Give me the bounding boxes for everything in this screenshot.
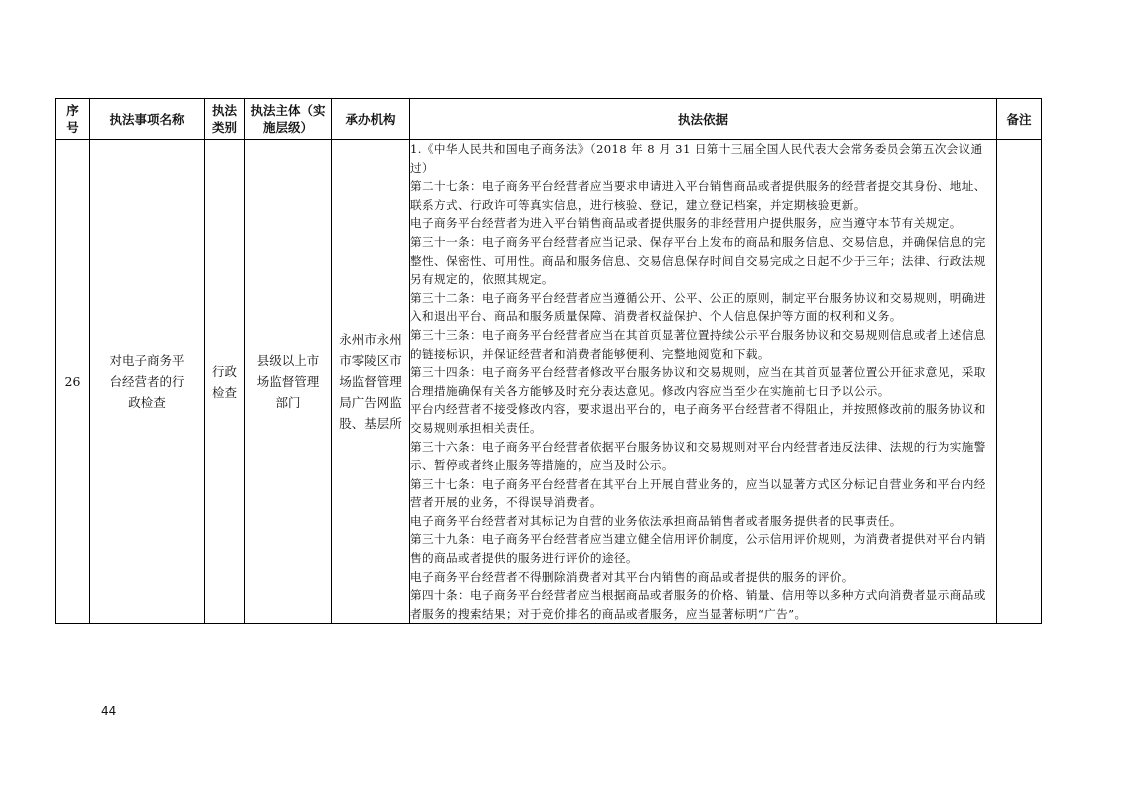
basis-paragraph: 第三十二条：电子商务平台经营者应当遵循公开、公平、公正的原则，制定平台服务协议和交易规则，明确进入和退出平台、商品和服务质量保障、消费者权益保护、个人信息保护等方面的权利和义务。 (410, 290, 986, 324)
basis-paragraph: 1.《中华人民共和国电子商务法》（2018 年 8 月 31 日第十三届全国人民代表大会常务委员会第五次会议通过） (410, 142, 983, 175)
header-basis: 执法依据 (410, 99, 997, 140)
basis-paragraph: 第二十七条：电子商务平台经营者应当要求申请进入平台销售商品或者提供服务的经营者提交其身份、地址、联系方式、行政许可等真实信息，进行核验、登记，建立登记档案，并定期核验更新。 (410, 179, 986, 212)
basis-paragraph: 电子商务平台经营者不得删除消费者对其平台内销售的商品或者提供的服务的评价。 (410, 569, 854, 584)
cell-subject: 县级以上市场监督管理部门 (245, 140, 332, 624)
header-agency: 承办机构 (332, 99, 410, 140)
cell-category: 行政检查 (205, 140, 245, 624)
basis-paragraph: 第三十九条：电子商务平台经营者应当建立健全信用评价制度，公示信用评价规则，为消费者提供对平台内销售的商品或者提供的服务进行评价的途径。 (410, 532, 986, 566)
basis-paragraph: 平台内经营者不接受修改内容，要求退出平台的，电子商务平台经营者不得阻止，并按照修改前的服务协议和交易规则承担相关责任。 (410, 402, 986, 435)
basis-paragraph: 第三十四条：电子商务平台经营者修改平台服务协议和交易规则，应当在其首页显著位置公开征求意见，采取合理措施确保有关各方能够及时充分表达意见。修改内容应当至少在实施前七日予以公示。 (410, 365, 986, 398)
table-header-row (56, 99, 1042, 140)
cell-item-name: 对电子商务平台经营者的行政检查 (90, 140, 205, 624)
page-number: 44 (101, 704, 117, 718)
cell-agency: 永州市永州市零陵区市场监督管理局广告网监股、基层所 (332, 140, 410, 624)
basis-paragraph: 电子商务平台经营者对其标记为自营的业务依法承担商品销售者或者服务提供者的民事责任。 (410, 513, 902, 528)
header-item-name: 执法事项名称 (90, 99, 205, 140)
basis-paragraph: 电子商务平台经营者为进入平台销售商品或者提供服务的非经营用户提供服务，应当遵守本节有关规定。 (410, 216, 962, 231)
basis-paragraph: 第三十七条：电子商务平台经营者在其平台上开展自营业务的，应当以显著方式区分标记自营业务和平台内经营者开展的业务，不得误导消费者。 (410, 476, 986, 510)
header-seq: 序号 (56, 99, 90, 140)
header-remarks: 备注 (997, 99, 1042, 140)
basis-paragraph: 第三十三条：电子商务平台经营者应当在其首页显著位置持续公示平台服务协议和交易规则信息或者上述信息的链接标识，并保证经营者和消费者能够便利、完整地阅览和下载。 (410, 327, 986, 361)
basis-paragraph: 第三十一条：电子商务平台经营者应当记录、保存平台上发布的商品和服务信息、交易信息，并确保信息的完整性、保密性、可用性。商品和服务信息、交易信息保存时间自交易完成之日起不少于三年；法律、行政法规另有规定的，依照其规定。 (410, 234, 986, 287)
basis-paragraph: 第四十条：电子商务平台经营者应当根据商品或者服务的价格、销量、信用等以多种方式向消费者显示商品或者服务的搜索结果；对于竞价排名的商品或者服务，应当显著标明“广告”。 (410, 588, 986, 621)
cell-remarks (997, 140, 1042, 624)
enforcement-table (55, 98, 1042, 624)
cell-seq: 26 (56, 140, 90, 624)
header-subject: 执法主体（实施层级） (245, 99, 332, 140)
cell-basis (410, 140, 997, 624)
basis-paragraph: 第三十六条：电子商务平台经营者依据平台服务协议和交易规则对平台内经营者违反法律、法规的行为实施警示、暂停或者终止服务等措施的，应当及时公示。 (410, 439, 986, 473)
header-category: 执法类别 (205, 99, 245, 140)
table-row (56, 140, 1042, 624)
